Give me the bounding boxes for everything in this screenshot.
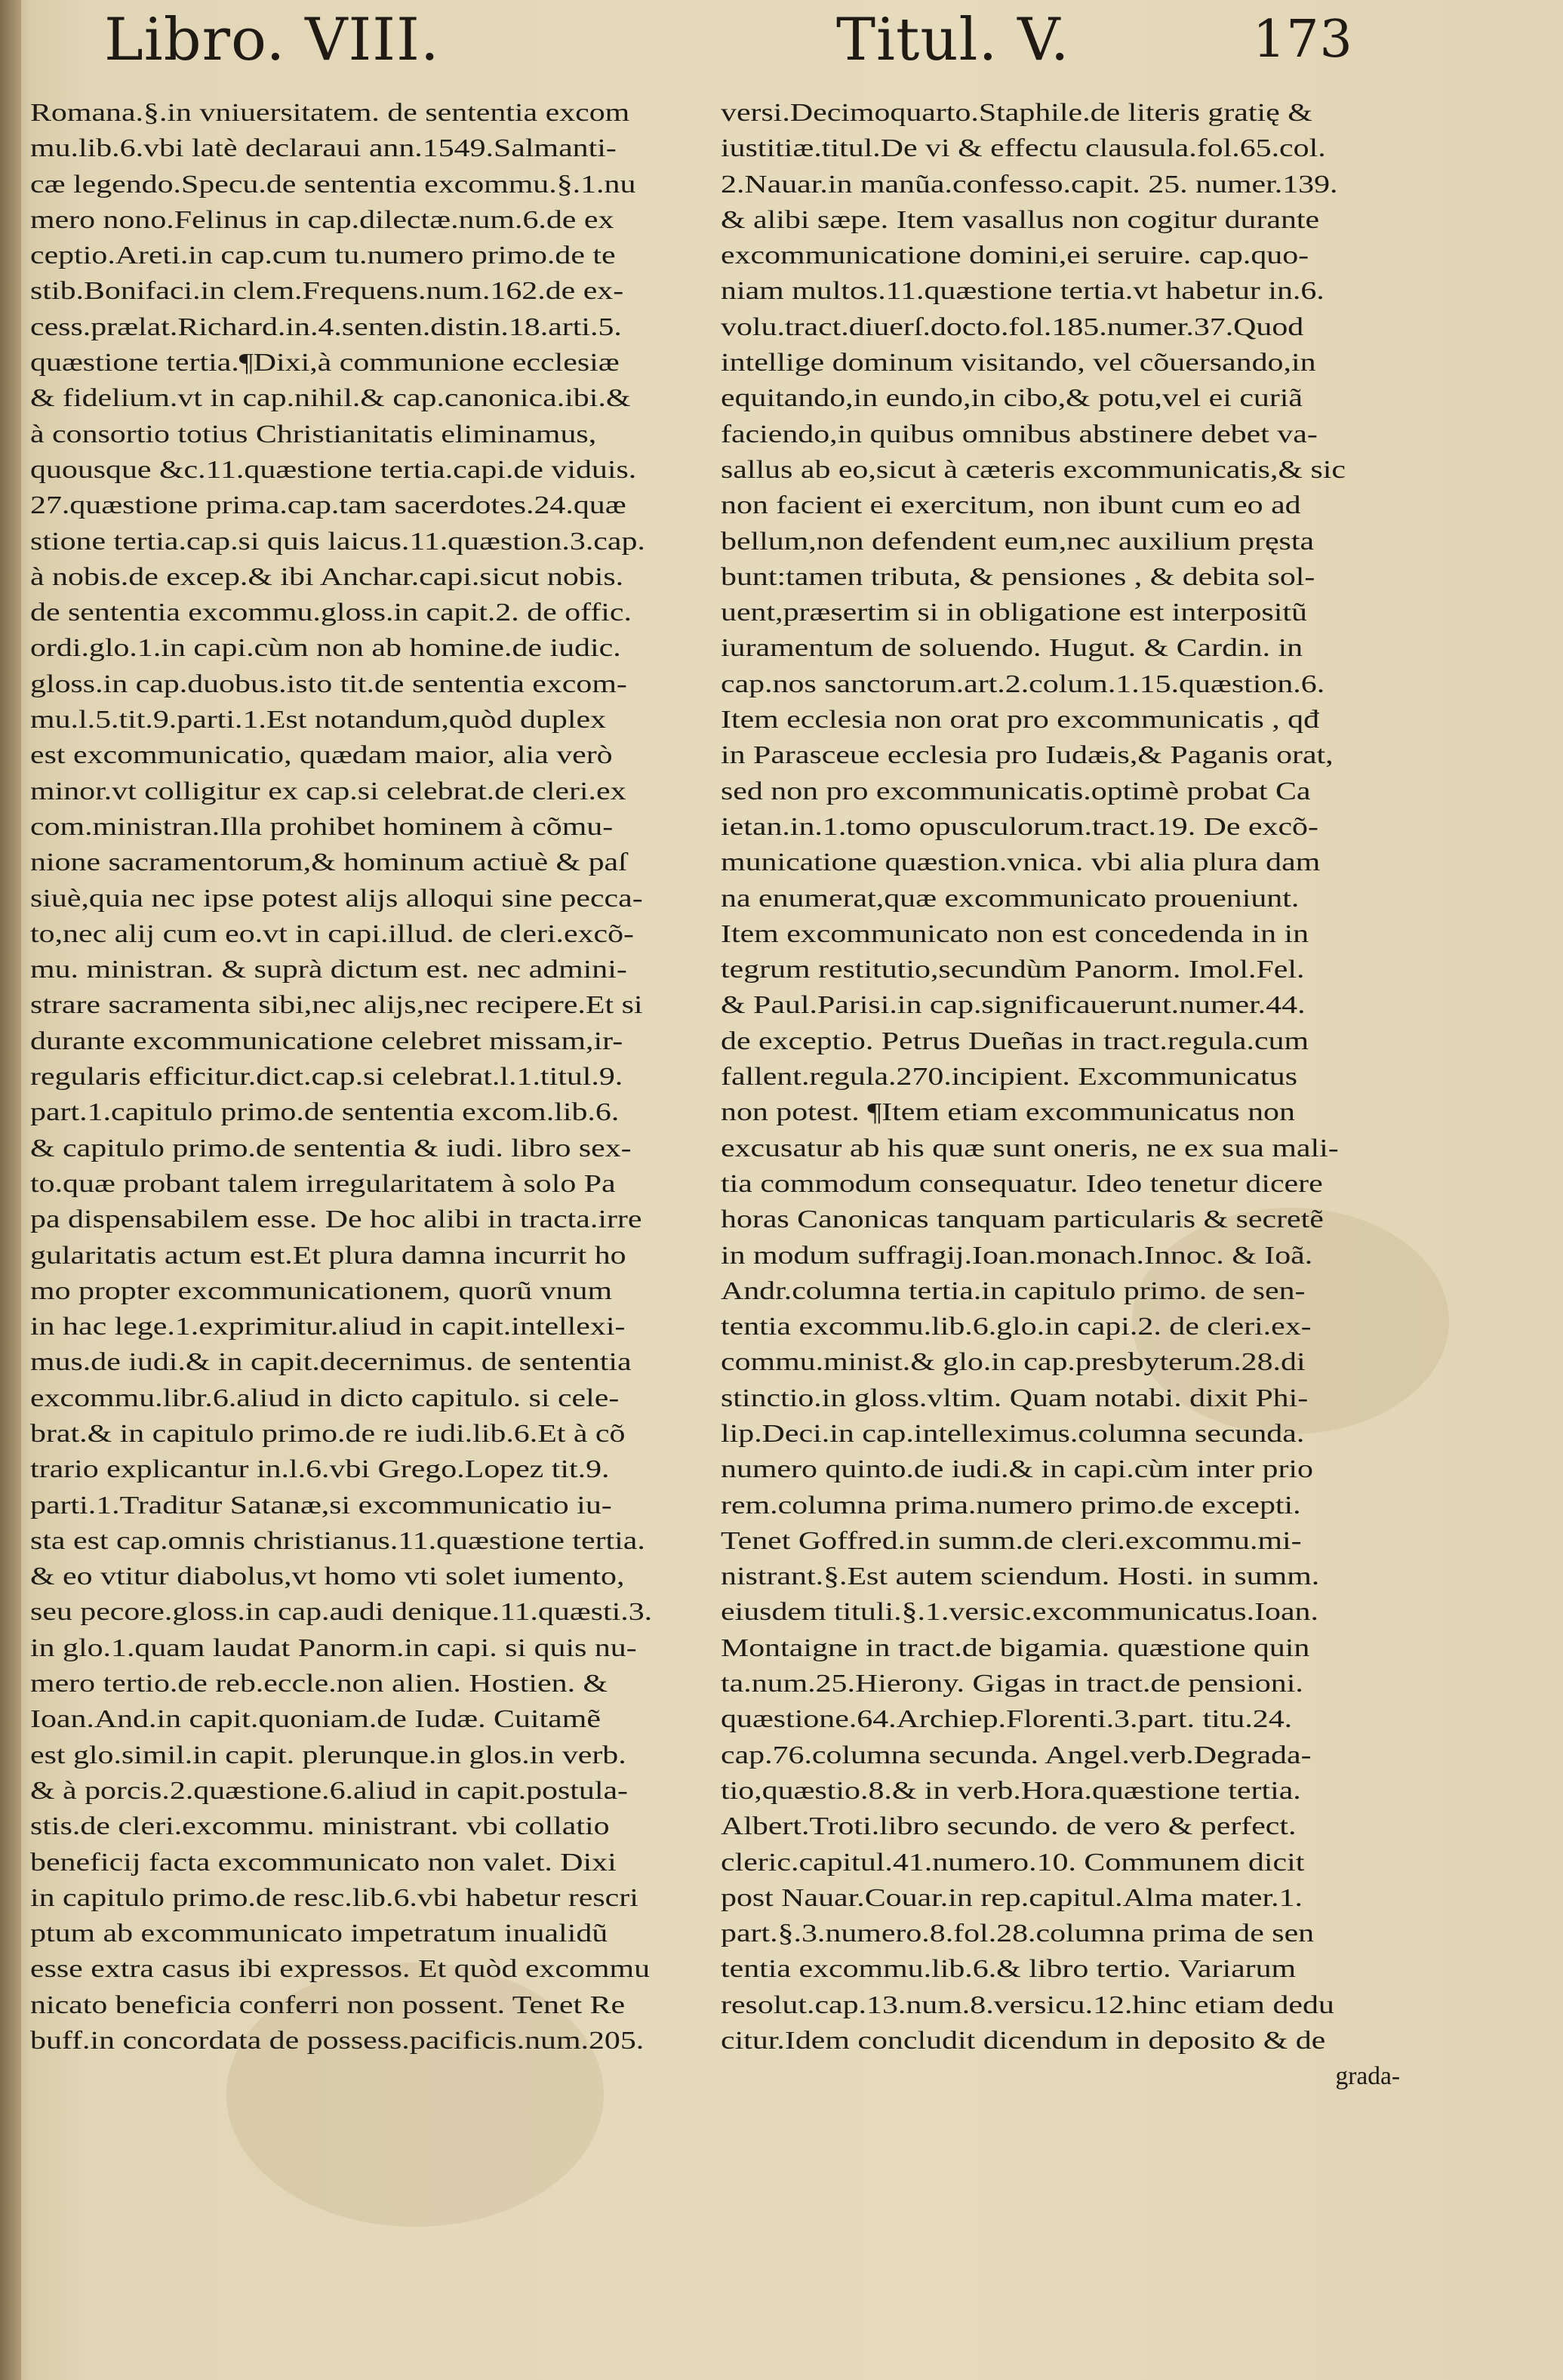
text-line: de exceptio. Petrus Dueñas in tract.regula.cum <box>721 1027 1309 1055</box>
text-line: equitando,in eundo,in cibo,& potu,vel ei curiã <box>721 384 1303 413</box>
text-line: iuramentum de soluendo. Hugut. & Cardin. in <box>721 634 1303 663</box>
text-line: bellum,non defendent eum,nec auxilium pręsta <box>721 527 1315 556</box>
text-line: cleric.capitul.41.numero.10. Communem dicit <box>721 1848 1305 1877</box>
text-line: stione tertia.cap.si quis laicus.11.quæstion.3.cap. <box>30 527 645 556</box>
text-line: mero nono.Felinus in cap.dilectæ.num.6.de ex <box>30 205 614 234</box>
text-line: nicato beneficia conferri non possent. Tenet Re <box>30 1991 626 2019</box>
text-line: est excommunicatio, quædam maior, alia verò <box>30 741 613 770</box>
text-line: resolut.cap.13.num.8.versicu.12.hinc etiam dedu <box>721 1991 1334 2019</box>
text-line: tentia excommu.lib.6.glo.in capi.2. de cleri.ex- <box>721 1313 1312 1341</box>
text-line: in modum suffragij.Ioan.monach.Innoc. & Ioã. <box>721 1241 1313 1270</box>
text-line: uent,præsertim si in obligatione est interpositũ <box>721 599 1307 627</box>
text-line: to.quæ probant talem irregularitatem à solo Pa <box>30 1169 616 1198</box>
text-line: seu pecore.gloss.in cap.audi denique.11.quæsti.3. <box>30 1598 653 1627</box>
text-line: & fidelium.vt in cap.nihil.& cap.canonica.ibi.& <box>30 384 631 413</box>
text-line: pa dispensabilem esse. De hoc alibi in tracta.irre <box>30 1205 642 1234</box>
text-line: sta est cap.omnis christianus.11.quæstione tertia. <box>30 1526 645 1555</box>
text-line: excommu.libr.6.aliud in dicto capitulo. si cele- <box>30 1384 620 1412</box>
text-line: in Parasceue ecclesia pro Iudæis,& Paganis orat, <box>721 741 1334 770</box>
text-line: fallent.regula.270.incipient. Excommunicatus <box>721 1063 1298 1091</box>
text-line: quousque &c.11.quæstione tertia.capi.de viduis. <box>30 455 637 484</box>
text-line: volu.tract.diuerſ.docto.fol.185.numer.37.Quod <box>721 313 1304 341</box>
text-line: est glo.simil.in capit. plerunque.in glos.in verb. <box>30 1741 626 1769</box>
text-line: na enumerat,quæ excommunicato proueniunt. <box>721 884 1300 913</box>
text-line: mu.l.5.tit.9.parti.1.Est notandum,quòd duplex <box>30 706 607 734</box>
text-line: nistrant.§.Est autem sciendum. Hosti. in summ. <box>721 1563 1320 1591</box>
text-line: ptum ab excommunicato impetratum inualidũ <box>30 1920 608 1948</box>
text-line: mu.lib.6.vbi latè declaraui ann.1549.Salmanti- <box>30 134 617 163</box>
text-line: excommunicatione domini,ei seruire. cap.quo- <box>721 242 1309 270</box>
text-line: in hac lege.1.exprimitur.aliud in capit.intellexi- <box>30 1313 626 1341</box>
text-line: de sententia excommu.gloss.in capit.2. de offic. <box>30 599 632 627</box>
text-line: tio,quæstio.8.& in verb.Hora.quæstione tertia. <box>721 1776 1301 1805</box>
text-line: faciendo,in quibus omnibus abstinere debet va- <box>721 420 1318 448</box>
text-line: beneficij facta excommunicato non valet. Dixi <box>30 1848 617 1877</box>
binding-gutter <box>0 0 21 2380</box>
text-line: gularitatis actum est.Et plura damna incurrit ho <box>30 1241 626 1270</box>
catchword: grada- <box>1335 2062 1400 2091</box>
text-line: tegrum restitutio,secundùm Panorm. Imol.Fel. <box>721 956 1305 984</box>
text-line: à nobis.de excep.& ibi Anchar.capi.sicut nobis. <box>30 562 624 591</box>
text-line: & Paul.Parisi.in cap.significauerunt.numer.44. <box>721 991 1306 1020</box>
right-text-column <box>721 95 1400 2095</box>
text-line: post Nauar.Couar.in rep.capitul.Alma mater.1. <box>721 1883 1303 1912</box>
text-line: trario explicantur in.l.6.vbi Grego.Lopez tit.9. <box>30 1455 610 1484</box>
text-line: buff.in concordata de possess.pacificis.num.205. <box>30 2027 645 2055</box>
text-line: commu.minist.& glo.in cap.presbyterum.28.di <box>721 1348 1306 1377</box>
text-line: mus.de iudi.& in capit.decernimus. de sententia <box>30 1348 632 1377</box>
page-number: 173 <box>1253 10 1353 69</box>
text-line: parti.1.Traditur Satanæ,si excommunicatio iu- <box>30 1491 612 1519</box>
text-line: Montaigne in tract.de bigamia. quæstione quin <box>721 1633 1310 1662</box>
text-line: eiusdem tituli.§.1.versic.excommunicatus.Ioan. <box>721 1598 1318 1627</box>
text-line: Tenet Goffred.in summ.de cleri.excommu.mi- <box>721 1526 1302 1555</box>
text-line: 2.Nauar.in manũa.confesso.capit. 25. numer.139. <box>721 170 1338 199</box>
text-line: ceptio.Areti.in cap.cum tu.numero primo.de te <box>30 242 616 270</box>
text-line: rem.columna prima.numero primo.de excepti. <box>721 1491 1301 1519</box>
text-line: à consortio totius Christianitatis eliminamus, <box>30 420 597 448</box>
text-line: quæstione tertia.¶Dixi,à communione ecclesiæ <box>30 349 620 377</box>
text-line: versi.Decimoquarto.Staphile.de literis gratię & <box>721 99 1312 127</box>
text-line: municatione quæstion.vnica. vbi alia plura dam <box>721 848 1321 877</box>
text-line: 27.quæstione prima.cap.tam sacerdotes.24.quæ <box>30 491 626 520</box>
text-line: minor.vt colligitur ex cap.si celebrat.de cleri.ex <box>30 777 626 805</box>
text-line: brat.& in capitulo primo.de re iudi.lib.6.Et à cõ <box>30 1419 626 1448</box>
text-line: durante excommunicatione celebret missam,ir- <box>30 1027 623 1055</box>
text-line: quæstione.64.Archiep.Florenti.3.part. titu.24. <box>721 1705 1293 1734</box>
text-line: excusatur ab his quæ sunt oneris, ne ex sua mali- <box>721 1134 1339 1162</box>
text-line: cæ legendo.Specu.de sententia excommu.§.1.nu <box>30 170 636 199</box>
text-line: com.ministran.Illa prohibet hominem à cõmu- <box>30 812 614 841</box>
text-line: cess.prælat.Richard.in.4.senten.distin.18.arti.5. <box>30 313 622 341</box>
text-line: Albert.Troti.libro secundo. de vero & perfect. <box>721 1812 1297 1841</box>
text-line: in glo.1.quam laudat Panorm.in capi. si quis nu- <box>30 1633 637 1662</box>
text-line: non potest. ¶Item etiam excommunicatus non <box>721 1098 1295 1127</box>
text-line: & capitulo primo.de sententia & iudi. libro sex- <box>30 1134 632 1162</box>
text-line: strare sacramenta sibi,nec alijs,nec recipere.Et si <box>30 991 643 1020</box>
text-line: & eo vtitur diabolus,vt homo vti solet iumento, <box>30 1563 625 1591</box>
text-line: iustitiæ.titul.De vi & effectu clausula.fol.65.col. <box>721 134 1326 163</box>
text-line: stis.de cleri.excommu. ministrant. vbi collatio <box>30 1812 610 1841</box>
text-line: niam multos.11.quæstione tertia.vt habetur in.6. <box>721 277 1325 306</box>
text-line: mero tertio.de reb.eccle.non alien. Hostien. & <box>30 1670 608 1698</box>
text-line: siuè,quia nec ipse potest alijs alloqui sine pecca- <box>30 884 643 913</box>
text-line: numero quinto.de iudi.& in capi.cùm inter prio <box>721 1455 1313 1484</box>
text-line: stib.Bonifaci.in clem.Frequens.num.162.de ex- <box>30 277 624 306</box>
text-line: stinctio.in gloss.vltim. Quam notabi. dixit Phi- <box>721 1384 1309 1412</box>
running-head-title: Titul. V. <box>836 6 1070 74</box>
text-line: citur.Idem concludit dicendum in deposito & de <box>721 2027 1326 2055</box>
text-line: tentia excommu.lib.6.& libro tertio. Variarum <box>721 1955 1297 1984</box>
text-line: tia commodum consequatur. Ideo tenetur dicere <box>721 1169 1323 1198</box>
text-line: Item ecclesia non orat pro excommunicatis , qđ <box>721 706 1320 734</box>
text-line: sallus ab eo,sicut à cæteris excommunicatis,& sic <box>721 455 1346 484</box>
left-text-column <box>30 95 706 2058</box>
text-line: bunt:tamen tributa, & pensiones , & debita sol- <box>721 562 1315 591</box>
text-line: part.§.3.numero.8.fol.28.columna prima de sen <box>721 1920 1315 1948</box>
text-line: Andr.columna tertia.in capitulo primo. de sen- <box>721 1276 1306 1305</box>
text-line: ta.num.25.Hierony. Gigas in tract.de pensioni. <box>721 1670 1303 1698</box>
text-line: to,nec alij cum eo.vt in capi.illud. de cleri.excõ- <box>30 919 634 948</box>
text-line: sed non pro excommunicatis.optimè probat Ca <box>721 777 1311 805</box>
text-line: cap.76.columna secunda. Angel.verb.Degrada- <box>721 1741 1312 1769</box>
text-line: part.1.capitulo primo.de sententia excom.lib.6. <box>30 1098 620 1127</box>
text-line: regularis efficitur.dict.cap.si celebrat.l.1.titul.9. <box>30 1063 623 1091</box>
text-line: cap.nos sanctorum.art.2.colum.1.15.quæstion.6. <box>721 670 1325 698</box>
text-line: Ioan.And.in capit.quoniam.de Iudæ. Cuitamẽ <box>30 1705 601 1734</box>
text-line: esse extra casus ibi expressos. Et quòd excommu <box>30 1955 651 1984</box>
text-line: ietan.in.1.tomo opusculorum.tract.19. De excõ- <box>721 812 1318 841</box>
text-line: gloss.in cap.duobus.isto tit.de sententia excom- <box>30 670 627 698</box>
text-line: & alibi sæpe. Item vasallus non cogitur durante <box>721 205 1320 234</box>
text-line: intellige dominum visitando, vel cõuersando,in <box>721 349 1316 377</box>
text-line: mo propter excommunicationem, quorũ vnum <box>30 1276 613 1305</box>
text-line: non facient ei exercitum, non ibunt cum eo ad <box>721 491 1301 520</box>
text-line: ordi.glo.1.in capi.cùm non ab homine.de iudic. <box>30 634 621 663</box>
text-line: Item excommunicato non est concedenda in in <box>721 919 1309 948</box>
text-line: in capitulo primo.de resc.lib.6.vbi habetur rescri <box>30 1883 638 1912</box>
running-head-book: Libro. VIII. <box>104 6 440 74</box>
text-line: mu. ministran. & suprà dictum est. nec admini- <box>30 956 627 984</box>
text-line: horas Canonicas tanquam particularis & secretẽ <box>721 1205 1324 1234</box>
text-line: Romana.§.in vniuersitatem. de sententia excom <box>30 99 630 127</box>
text-line: nione sacramentorum,& hominum actiuè & paſ <box>30 848 627 877</box>
text-line: lip.Deci.in cap.intelleximus.columna secunda. <box>721 1419 1305 1448</box>
text-line: & à porcis.2.quæstione.6.aliud in capit.postula- <box>30 1776 629 1805</box>
